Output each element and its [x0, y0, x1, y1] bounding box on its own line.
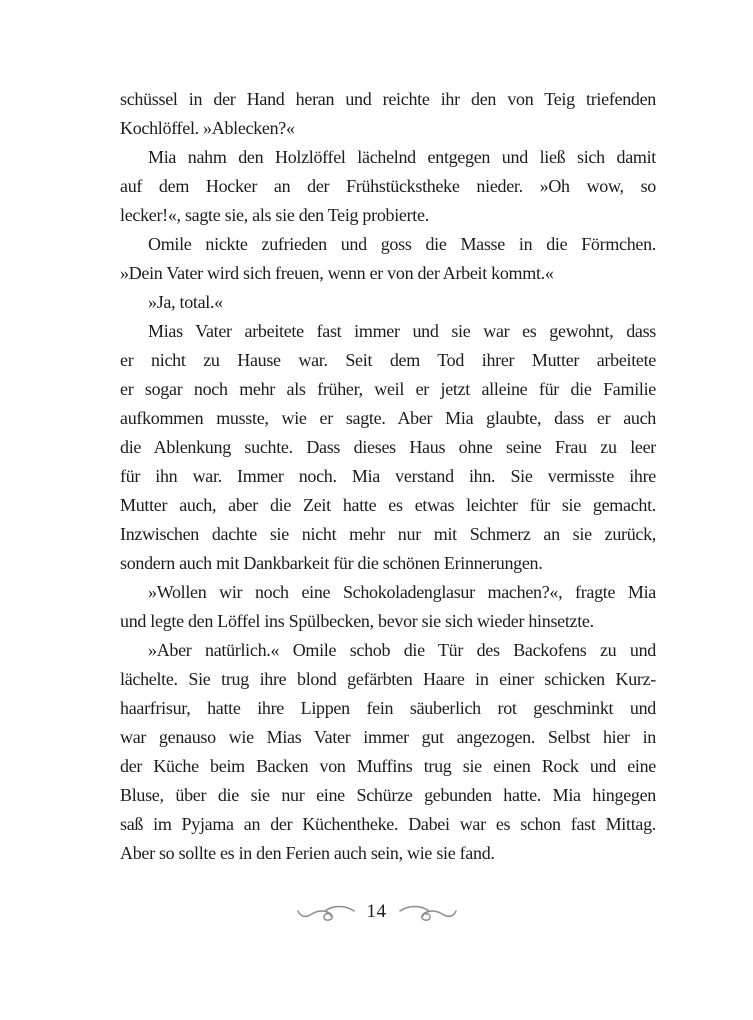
page-text: [120, 85, 656, 868]
text-line: war genauso wie Mias Vater immer gut angezogen. Selbst hier in: [120, 727, 656, 747]
flourish-right-icon: [399, 901, 457, 923]
text-line: Omile nickte zufrieden und goss die Masse in die Förmchen.: [148, 234, 656, 254]
text-line: er nicht zu Hause war. Seit dem Tod ihrer Mutter arbeitete: [120, 350, 656, 370]
text-line: Kochlöffel. »Ablecken?«: [120, 118, 295, 138]
text-line: Mia nahm den Holzlöffel lächelnd entgegen und ließ sich damit: [148, 147, 656, 167]
text-line: der Küche beim Backen von Muffins trug sie einen Rock und eine: [120, 756, 656, 776]
text-line: sondern auch mit Dankbarkeit für die schönen Erinnerungen.: [120, 553, 543, 573]
text-line: und legte den Löffel ins Spülbecken, bevor sie sich wieder hinsetzte.: [120, 611, 594, 631]
text-line: schüssel in der Hand heran und reichte ihr den von Teig triefenden: [120, 89, 656, 109]
text-line: »Wollen wir noch eine Schokoladenglasur machen?«, fragte Mia: [148, 582, 656, 602]
text-line: Mutter auch, aber die Zeit hatte es etwas leichter für sie gemacht.: [120, 495, 656, 515]
text-line: er sogar noch mehr als früher, weil er jetzt alleine für die Familie: [120, 379, 656, 399]
text-line: lecker!«, sagte sie, als sie den Teig probierte.: [120, 205, 429, 225]
text-line: auf dem Hocker an der Frühstückstheke nieder. »Oh wow, so: [120, 176, 656, 196]
page-number: 14: [366, 901, 387, 922]
text-line: Bluse, über die sie nur eine Schürze gebunden hatte. Mia hingegen: [120, 785, 656, 805]
text-line: für ihn war. Immer noch. Mia verstand ihn. Sie vermisste ihre: [120, 466, 656, 486]
text-line: Aber so sollte es in den Ferien auch sein, wie sie fand.: [120, 843, 495, 863]
text-line: aufkommen musste, wie er sagte. Aber Mia glaubte, dass er auch: [120, 408, 656, 428]
text-line: die Ablenkung suchte. Dass dieses Haus ohne seine Frau zu leer: [120, 437, 656, 457]
text-line: »Ja, total.«: [148, 292, 223, 312]
text-line: saß im Pyjama an der Küchentheke. Dabei war es schon fast Mittag.: [120, 814, 656, 834]
text-line: Mias Vater arbeitete fast immer und sie war es gewohnt, dass: [148, 321, 656, 341]
page-footer: [0, 896, 753, 928]
text-line: lächelte. Sie trug ihre blond gefärbten Haare in einer schicken Kurz-: [120, 669, 656, 689]
flourish-left-icon: [297, 901, 355, 923]
text-line: »Dein Vater wird sich freuen, wenn er von der Arbeit kommt.«: [120, 263, 554, 283]
text-line: haarfrisur, hatte ihre Lippen fein säuberlich rot geschminkt und: [120, 698, 656, 718]
text-line: Inzwischen dachte sie nicht mehr nur mit Schmerz an sie zurück,: [120, 524, 656, 544]
text-line: »Aber natürlich.« Omile schob die Tür des Backofens zu und: [148, 640, 656, 660]
